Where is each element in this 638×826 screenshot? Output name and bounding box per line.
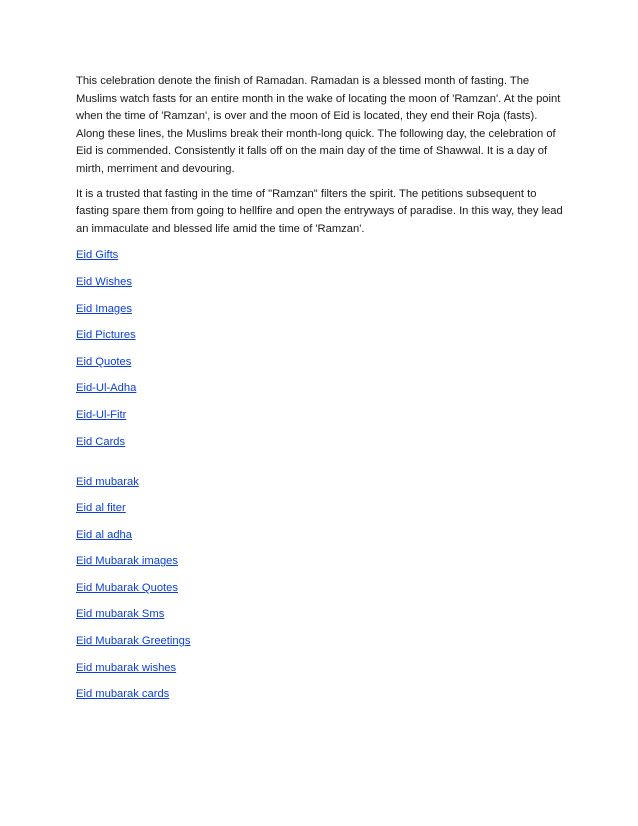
list-item	[76, 528, 566, 542]
list-item	[76, 248, 566, 262]
list-item	[76, 607, 566, 621]
list-item	[76, 501, 566, 515]
link-eid-ul-adha[interactable]: Eid-Ul-Adha	[76, 382, 137, 395]
list-item	[76, 634, 566, 648]
link-eid-al-fiter[interactable]: Eid al fiter	[76, 502, 126, 515]
list-item	[76, 581, 566, 595]
document-body	[76, 73, 566, 714]
paragraph-eid-celebration: This celebration denote the finish of Ramadan. Ramadan is a blessed month of fasting. The Muslims watch fasts for an entire month in the wake of locating the moon of 'Ramzan'. At the point when the time of 'Ramzan', is over and the moon of Eid is located, they end their Roja (fasts). Along these lines, the Muslims break their month-long quick. The following day, the celebration of Eid is commended. Consistently it falls off on the main day of the time of Shawwal. It is a day of mirth, merriment and devouring.	[76, 75, 561, 175]
link-list-eid-mubarak	[76, 475, 566, 702]
link-eid-mubarak-cards[interactable]: Eid mubarak cards	[76, 688, 170, 701]
list-item	[76, 554, 566, 568]
list-item	[76, 381, 566, 395]
list-item	[76, 661, 566, 675]
link-eid-images[interactable]: Eid Images	[76, 302, 132, 315]
list-item	[76, 275, 566, 289]
list-item	[76, 687, 566, 701]
list-item	[76, 302, 566, 316]
link-eid-quotes[interactable]: Eid Quotes	[76, 355, 132, 368]
list-item	[76, 328, 566, 342]
link-eid-mubarak[interactable]: Eid mubarak	[76, 475, 139, 488]
link-eid-mubarak-sms[interactable]: Eid mubarak Sms	[76, 608, 165, 621]
list-item	[76, 475, 566, 489]
link-eid-pictures[interactable]: Eid Pictures	[76, 329, 136, 342]
list-item	[76, 408, 566, 422]
link-eid-mubarak-quotes[interactable]: Eid Mubarak Quotes	[76, 581, 178, 594]
list-item	[76, 435, 566, 449]
link-eid-wishes[interactable]: Eid Wishes	[76, 275, 132, 288]
link-list-eid	[76, 248, 566, 448]
link-eid-mubarak-images[interactable]: Eid Mubarak images	[76, 555, 178, 568]
link-eid-ul-fitr[interactable]: Eid-Ul-Fitr	[76, 408, 127, 421]
link-eid-cards[interactable]: Eid Cards	[76, 435, 126, 448]
paragraph-ramzan-fasting: It is a trusted that fasting in the time of "Ramzan" filters the spirit. The petitions subsequent to fasting spare them from going to hellfire and open the entryways of paradise. In this way, they lead an immaculate and blessed life amid the time of 'Ramzan'.	[76, 187, 563, 235]
link-eid-mubarak-greetings[interactable]: Eid Mubarak Greetings	[76, 635, 191, 648]
link-eid-gifts[interactable]: Eid Gifts	[76, 249, 119, 262]
link-eid-mubarak-wishes[interactable]: Eid mubarak wishes	[76, 661, 177, 674]
list-item	[76, 355, 566, 369]
link-eid-al-adha[interactable]: Eid al adha	[76, 528, 132, 541]
